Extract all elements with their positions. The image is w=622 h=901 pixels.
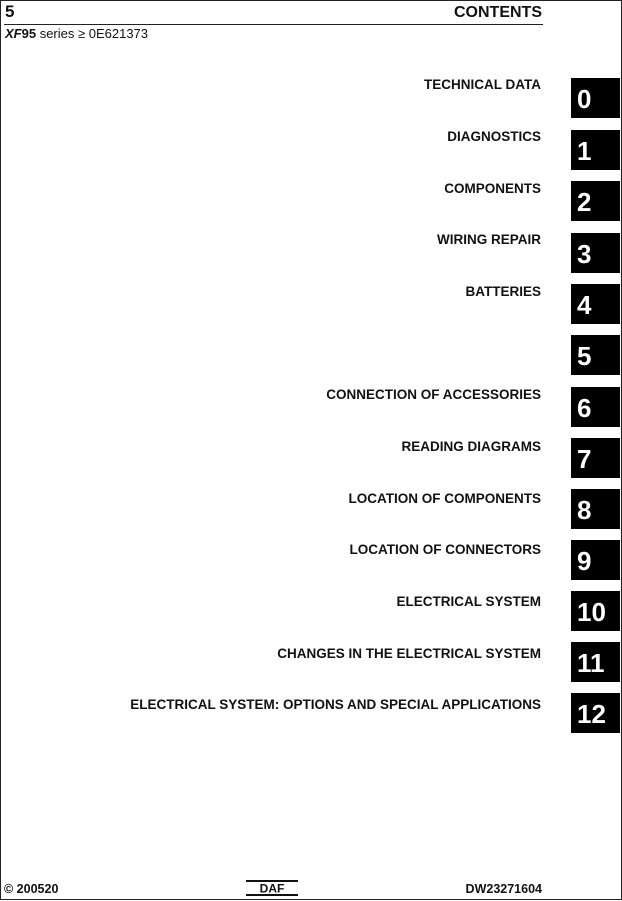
model-number: 95 (21, 26, 37, 41)
tab-7[interactable]: 7 (571, 438, 620, 478)
toc-label-8[interactable]: LOCATION OF COMPONENTS (348, 491, 541, 506)
tab-0[interactable]: 0 (571, 78, 620, 118)
toc-label-7[interactable]: READING DIAGRAMS (401, 439, 541, 454)
toc-label-1[interactable]: DIAGNOSTICS (447, 129, 541, 144)
toc-label-4[interactable]: BATTERIES (465, 284, 541, 299)
toc-label-3[interactable]: WIRING REPAIR (437, 232, 541, 247)
tab-10[interactable]: 10 (571, 591, 620, 631)
tab-8[interactable]: 8 (571, 489, 620, 529)
toc-label-2[interactable]: COMPONENTS (444, 181, 541, 196)
model-subtitle (5, 26, 148, 41)
tab-5[interactable]: 5 (571, 335, 620, 375)
daf-logo (246, 880, 298, 901)
toc-label-10[interactable]: ELECTRICAL SYSTEM (396, 594, 541, 609)
toc-label-0[interactable]: TECHNICAL DATA (424, 77, 541, 92)
tab-11[interactable]: 11 (571, 642, 620, 682)
page-title: CONTENTS (454, 4, 542, 21)
tab-12[interactable]: 12 (571, 693, 620, 733)
copyright-notice: © 200520 (4, 882, 59, 896)
daf-logo-text: DAF (259, 881, 285, 896)
toc-label-11[interactable]: CHANGES IN THE ELECTRICAL SYSTEM (277, 646, 541, 661)
document-number: DW23271604 (465, 882, 542, 896)
header-rule (4, 24, 543, 25)
tab-3[interactable]: 3 (571, 233, 620, 273)
tab-4[interactable]: 4 (571, 284, 620, 324)
toc-label-12[interactable]: ELECTRICAL SYSTEM: OPTIONS AND SPECIAL APPLICATIONS (130, 697, 541, 712)
model-prefix: XF (5, 26, 22, 41)
toc-label-6[interactable]: CONNECTION OF ACCESSORIES (326, 387, 541, 402)
daf-logo-icon (246, 880, 298, 896)
section-number: 5 (5, 2, 15, 21)
tab-2[interactable]: 2 (571, 181, 620, 221)
tab-9[interactable]: 9 (571, 540, 620, 580)
toc-label-9[interactable]: LOCATION OF CONNECTORS (349, 542, 541, 557)
series-text: series ≥ 0E621373 (36, 26, 149, 41)
model-name (5, 26, 36, 41)
tab-6[interactable]: 6 (571, 387, 620, 427)
tab-1[interactable]: 1 (571, 130, 620, 170)
